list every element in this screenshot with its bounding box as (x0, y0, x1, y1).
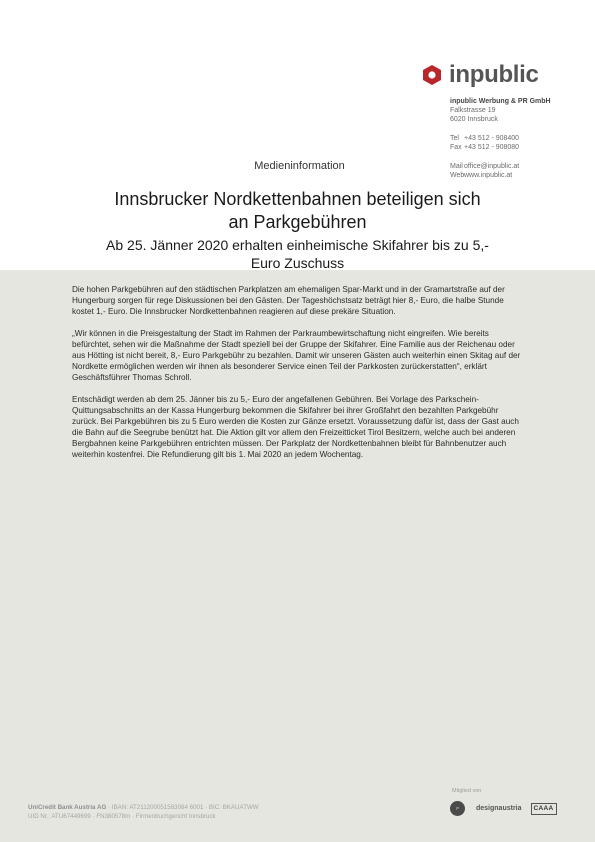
footer-bank-info (28, 803, 259, 821)
inpublic-logo-icon (421, 64, 443, 86)
register-line: UID Nr.: ATU67449699 · FN380578m · Firmenbuchgericht Innsbruck (28, 813, 216, 820)
subtitle-line-1: Ab 25. Jänner 2020 erhalten einheimische Skifahrer bis zu 5,- (106, 237, 489, 253)
web-row (450, 171, 551, 180)
pr-association-logo: pr (450, 801, 465, 816)
title-line-2: an Parkgebühren (228, 212, 367, 232)
bank-name: UniCredit Bank Austria AG (28, 804, 107, 811)
bank-line (28, 803, 259, 812)
subtitle-line-2: Euro Zuschuss (250, 255, 345, 271)
member-logos (450, 801, 557, 816)
designaustria-logo (476, 805, 522, 812)
tel-value: +43 512 - 908400 (464, 135, 520, 142)
web-label: Web (450, 172, 465, 179)
paragraph: Die hohen Parkgebühren auf den städtischen Parkplatzen am ehemaligen Spar-Markt und in der Gramartstraße auf der Hungerburg sorgen für rege Diskussionen bei den Gästen. Der Tageshöchstsatz beträgt hier 8,- Euro, die halbe Stunde kostet 1,- Euro. Die Innsbrucker Nordkettenbahnen reagieren auf diese prekäre Situation. (72, 285, 505, 316)
fax-value: +43 512 - 908080 (464, 144, 520, 151)
paragraph: Entschädigt werden ab dem 25. Jänner bis zu 5,- Euro der angefallenen Gebühren. Bei Vorlage des Parkschein-Quittungsabschnitts an der Kassa Hungerburg bekommen die Skifahrer bei ihrer Großfahrt den bezahlten Parkgebühr zurück. Bei Parkgebühren bis zu 5 Euro werden die Kosten zur Gänze ersetzt. Voraussetzung dafür ist, dass der Gast auch die Bahn auf die Seegrube benützt hat. Die Aktion gilt vor allem den Freizeitticket Tirol Besitzern, welche auch bei anderen Bergbahnen keine Parkgebühren entrichten müssen. Der Parkplatz der Nordkettenbahnen bleibt für Bahnbenutzer auch weiterhin kostenfrei. Die Refundierung gilt bis 1. Mai 2020 an jedem Wochentag. (72, 395, 519, 459)
designaustria-text: designaustria (476, 805, 522, 812)
mail-value[interactable]: office@inpublic.at (464, 163, 520, 170)
address-line-2: 6020 Innsbruck (450, 116, 498, 123)
address-line-1: Falkstrasse 19 (450, 107, 496, 114)
inpublic-logo (421, 60, 539, 90)
logo-text: inpublic (449, 61, 539, 88)
web-value[interactable]: www.inpublic.at (464, 172, 513, 179)
fax-label: Fax (450, 144, 462, 151)
member-label: Mitglied von (452, 788, 482, 794)
tel-label: Tel (450, 135, 459, 142)
bank-details: · IBAN: AT211200051583084 6001 · BIC: BKAUATWW (108, 804, 259, 811)
medien-text: Medieninformation (254, 160, 345, 172)
caaa-logo: CAAA (531, 803, 557, 815)
title-line-1: Innsbrucker Nordkettenbahnen beteiligen sich (114, 189, 481, 209)
article-body (72, 284, 524, 471)
paragraph: „Wir können in die Preisgestaltung der Stadt im Rahmen der Parkraumbewirtschaftung nicht eingreifen. Wie bereits befürchtet, sehen wir die Maßnahme der Stadt speziell bei der Gruppe der Skifahrer. Eine Familie aus der Reichenau oder aus Hötting ist nicht bereit, 8,- Euro Parkgebühr zu bezahlen. Damit wir unseren Gästen auch weiterhin einen Skitag auf der Nordkette ermöglichen werden wir ihnen als besonderer Service einen Teil der Parkkosten zurückerstatten“, erklärt Geschäftsführer Thomas Schroll. (72, 329, 521, 382)
footer-memberships (450, 788, 557, 816)
mail-label: Mail (450, 163, 463, 170)
document-type-label (0, 160, 595, 172)
company-name: inpublic Werbung & PR GmbH (450, 98, 551, 105)
tel-row (450, 134, 551, 143)
article-title (60, 188, 535, 234)
article-subtitle (60, 236, 535, 272)
fax-row (450, 143, 551, 152)
